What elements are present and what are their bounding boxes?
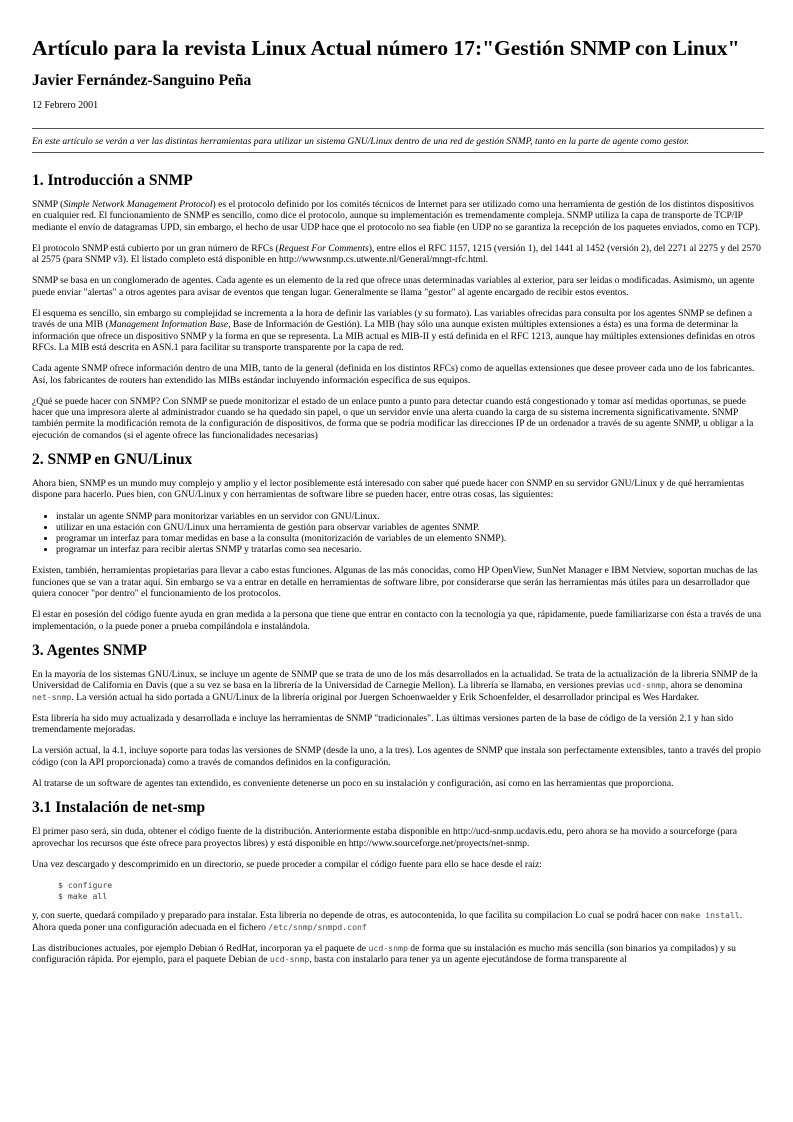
text: . Ahora queda poner una configuración adecuada en el fichero <box>32 910 743 933</box>
paragraph <box>32 199 762 233</box>
inline-code: ucd-snmp <box>626 680 666 691</box>
paragraph: SNMP se basa en un conglomerado de agentes. Cada agente es un elemento de la red que ofrece unas determinadas variables al exterior, para ser leídas o modificadas. Asimismo, un agente puede enviar "alertas" a otros agentes para avisar de eventos que tengan lugar. Generalmente se llama "gestor" al agente encargado de recibir estos eventos. <box>32 275 755 298</box>
list-item: • instalar un agente SNMP para monitorizar variables en un servidor con GNU/Linux. <box>56 511 762 522</box>
text: , ahora se denomina <box>665 680 743 692</box>
text: ) es el protocolo definido por los comités técnicos de Internet para ser utilizado como una herramienta de gestión de los distintos dispositivos en cualquier red. El funcionamiento de SNMP es sencillo, como dice el protocolo, aunque su implementación es tremendamente compleja. SNMP utiliza la capa de transporte de TCP/IP mediante el envío de datagramas UPD, sin embargo, el hecho de usar UDP hace que el protocolo no sea fiable (en UDP no se garantiza la recepción de los paquetes enviados, como en TCP). <box>32 199 761 233</box>
text: El esquema es sencillo, sin embargo su complejidad se incrementa a la hora de definir las variables (y su formato). Las variables ofrecidas para consulta por los agentes SNMP se definen a través de una MIB ( <box>32 308 753 331</box>
text: ), entre ellos el RFC 1157, 1215 (versión 1), del 1441 al 1452 (versión 2), del 2271 al 2275 y del 2570 al 2575 (para SNMP v3). El listado completo está disponible en http://wwwsnmp.cs.utwente.nl/General/mngt-rfc.html. <box>32 242 761 266</box>
inline-code: /etc/snmp/snmpd.conf <box>268 921 367 932</box>
paragraph <box>32 910 762 933</box>
paragraph: Una vez descargado y descomprimido en un directorio, se puede proceder a compilar el código fuente para ello se hace desde el raíz: <box>32 858 542 870</box>
text: de forma que su instalación es mucho más sencilla (son binarios ya compilados) y su configuración rápida. Por ejemplo, para el paquete Debian de <box>32 942 736 966</box>
text: El protocolo SNMP está cubierto por un gran número de RFCs ( <box>32 242 279 254</box>
paragraph: Ahora bien, SNMP es un mundo muy complejo y amplio y el lector posiblemente está interesado con saber qué puede hacer con SNMP en su servidor GNU/Linux y de qué herramientas dispone para hacerlo. Pues bien, con GNU/Linux y con herramientas de software libre se pueden hacer, entre otras cosas, las siguientes: <box>32 478 744 501</box>
paragraph: Al tratarse de un software de agentes tan extendido, es conveniente detenerse un poco en su instalación y configuración, así como en las herramientas que proporciona. <box>32 778 674 790</box>
inline-code: ucd-snmp <box>269 954 310 965</box>
paragraph: El estar en posesión del código fuente ayuda en gran medida a la persona que tiene que entrar en contacto con la tecnología ya que, rápidamente, puede familiarizarse con ésta a través de una implementación, o la puede poner a prueba compilándola e instalándola. <box>32 609 762 632</box>
paragraph: Cada agente SNMP ofrece información dentro de una MIB, tanto de la general (definida en los distintos RFCs) como de aquellas extensiones que desee proveer cada uno de los fabricantes. Así, los fabricantes de routers han extendido las MIBs estándar incluyendo información específica de sus equipos. <box>32 363 755 386</box>
bullet-list <box>32 511 762 556</box>
text: . La versión actual ha sido portada a GNU/Linux de la librería original por Juergen Schoenwaelder y Erik Schoenfelder, el desarrollador principal es Wes Hardaker. <box>71 691 699 703</box>
text: , Base de Información de Gestión). La MIB (hay sólo una aunque existen múltiples extensiones a ésta) es una forma de determinar la información que ofrece un dispositivo SNMP y la forma en que se representa. La MIB actual es MIB-II y está definida en el RFC 1213, aunque hay múltiples extensiones definidas en otros RFCs. La MIB está descrita en ASN.1 para facilitar su transporte transparente por la capa de red. <box>32 319 755 353</box>
list-item: • programar un interfaz para recibir alertas SNMP y tratarlas como sea necesario. <box>56 544 762 555</box>
emphasis: Request For Comments <box>278 242 369 254</box>
abstract: En este artículo se verán a ver las distintas herramientas para utilizar un sistema GNU/Linux dentro de una red de gestión SNMP, tanto en la parte de agente como gestor. <box>32 128 764 153</box>
emphasis: Management Information Base <box>108 319 229 331</box>
section-heading: 2. SNMP en GNU/Linux <box>32 451 193 469</box>
paragraph: Esta librería ha sido muy actualizada y desarrollada e incluye las herramientas de SNMP "tradicionales". Las últimas versiones parten de la base de código de la versión 2.1 y han sido tremendamente mejoradas. <box>32 712 734 736</box>
text: , basta con instalarlo para tener ya un agente ejecutándose de forma transparente al <box>309 954 627 966</box>
emphasis: Simple Network Management Protocol <box>63 199 213 210</box>
article-body <box>32 164 762 975</box>
paragraph <box>32 943 762 966</box>
section-heading: 1. Introducción a SNMP <box>32 172 193 189</box>
code-block <box>58 880 762 902</box>
list-item: • utilizar en una estación con GNU/Linux una herramienta de gestión para observar variables de agentes SNMP. <box>56 522 762 533</box>
text: y, con suerte, quedará compilado y preparado para instalar. Esta libreria no depende de otras, es autocontenida, lo que facilita su compilacion Lo cual se podrá hacer con <box>32 910 681 922</box>
author: Javier Fernández-Sanguino Peña <box>32 72 252 89</box>
paragraph <box>32 308 762 353</box>
paragraph: El primer paso será, sin duda, obtener el código fuente de la distribución. Anteriormente estaba disponible en http://ucd-snmp.ucdavis.edu, pero ahora se ha movido a sourceforge (para aprovechar los recursos que éste ofrece para proyectos libres) y está disponible en http://www.sourceforge.net/proyects/net-snmp. <box>32 826 738 849</box>
list-item: • programar un interfaz para tomar medidas en base a la consulta (monitorización de variables de un elemento SNMP). <box>56 533 762 544</box>
paragraph <box>32 243 762 266</box>
text: SNMP ( <box>32 199 64 210</box>
paragraph: La versión actual, la 4.1, incluye soporte para todas las versiones de SNMP (desde la uno, a la tres). Los agentes de SNMP que instala son perfectamente extensibles, tanto a través del propio código (con la API proporcionada) como a través de comandos definidos en la configuración. <box>32 745 761 768</box>
code-line: $ configure <box>58 880 113 891</box>
paragraph: Existen, también, herramientas propietarias para llevar a cabo estas funciones. Algunas de las más conocidas, como HP OpenView, SunNet Manager e IBM Netview, soportan muchas de las funciones que se van a tratar aquí. Sin embargo se va a entrar en detalle en herramientas de software libre, por considerarse que serán las herramientas más útiles para un desarrollador que quiera conocer "por dentro" el funcionamiento de los protocolos. <box>32 565 758 600</box>
paragraph: ¿Qué se puede hacer con SNMP? Con SNMP se puede monitorizar el estado de un enlace punto a punto para detectar cuando está congestionado y tomar así medidas oportunas, se puede hacer que una impresora alerte al administrador cuando se ha quedado sin papel, o que un servidor envíe una alerta cuando la carga de su sistema incrementa significativamente. SNMP también permite la modificación remota de la configuración de dispositivos, de forma que se podría modificar las direcciones IP de un ordenador a través de su agente SNMP, u obligar a la ejecución de comandos (si el agente ofrece las funcionalidades necesarias) <box>32 395 754 441</box>
subsection-heading: 3.1 Instalación de net-smp <box>32 799 206 817</box>
text: Las distribuciones actuales, por ejemplo Debian ó RedHat, incorporan ya el paquete de <box>32 942 369 954</box>
date: 12 Febrero 2001 <box>32 100 99 111</box>
paragraph <box>32 669 762 703</box>
section-heading: 3. Agentes SNMP <box>32 641 147 659</box>
text: En la mayoría de los sistemas GNU/Linux, se incluye un agente de SNMP que se trata de uno de los más desarrollados en la actualidad. Se trata de la actualización de la librería SNMP de la Universidad de California en Davis (que a su vez se basa en la librería de la Universidad de Carnegie Mellon). La librería se llamaba, en versiones previas <box>32 668 758 692</box>
code-line: $ make all <box>58 891 108 902</box>
page-title: Artículo para la revista Linux Actual número 17:"Gestión SNMP con Linux" <box>32 36 740 60</box>
inline-code: make install <box>680 910 740 921</box>
inline-code: net-snmp <box>32 691 72 702</box>
inline-code: ucd-snmp <box>368 942 408 953</box>
